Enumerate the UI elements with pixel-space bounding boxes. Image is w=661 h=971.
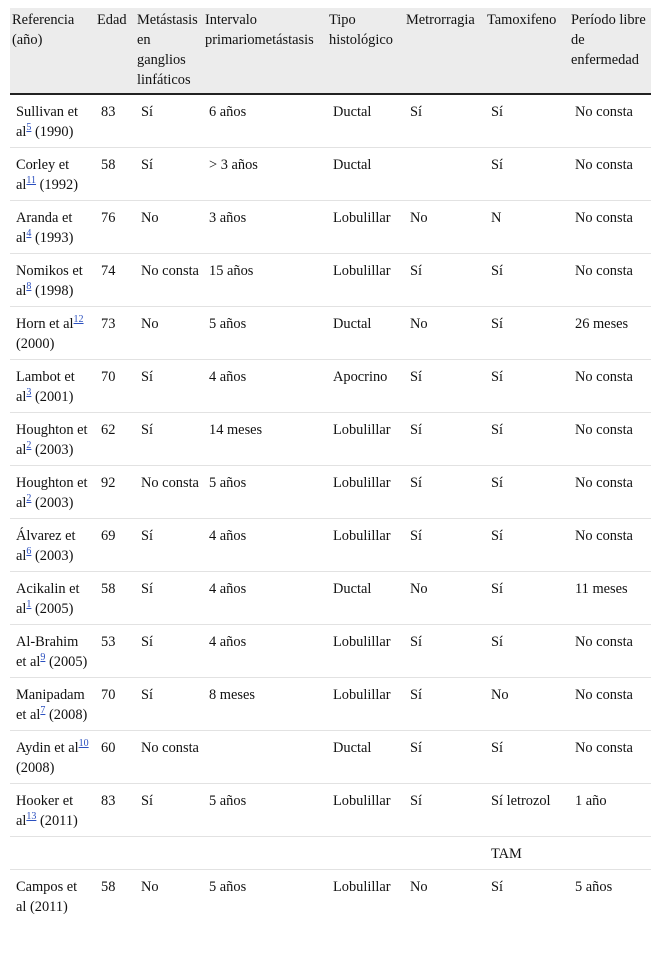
author-text: Manipadam et al: [16, 687, 85, 723]
reference-cell: [10, 307, 95, 360]
reference-cell: [10, 678, 95, 731]
citation-link[interactable]: 3: [26, 387, 32, 399]
metrorragia-cell: [404, 837, 485, 870]
reference-cell: [10, 360, 95, 413]
intervalo-cell: 5 años: [203, 784, 327, 837]
intervalo-cell: 4 años: [203, 625, 327, 678]
edad-cell: 69: [95, 519, 135, 572]
metastasis-cell: Sí: [135, 148, 203, 201]
author-text: Houghton et al: [16, 422, 88, 458]
metastasis-cell: Sí: [135, 519, 203, 572]
reference-cell: [10, 201, 95, 254]
metrorragia-cell: No: [404, 201, 485, 254]
citation-link[interactable]: 8: [26, 281, 32, 293]
table-row: [10, 413, 651, 466]
edad-cell: 60: [95, 731, 135, 784]
metastasis-cell: No consta: [135, 254, 203, 307]
table-row: [10, 307, 651, 360]
table-row: [10, 784, 651, 837]
tipo-cell: Lobulillar: [327, 519, 404, 572]
tipo-cell: [327, 837, 404, 870]
intervalo-cell: 14 meses: [203, 413, 327, 466]
metrorragia-cell: Sí: [404, 94, 485, 148]
metastasis-cell: No: [135, 201, 203, 254]
author-text: Aydin et al: [16, 740, 79, 756]
year-text: (1990): [35, 124, 74, 140]
edad-cell: 53: [95, 625, 135, 678]
metrorragia-cell: Sí: [404, 784, 485, 837]
intervalo-cell: > 3 años: [203, 148, 327, 201]
tipo-cell: Lobulillar: [327, 784, 404, 837]
case-reports-table: [10, 8, 651, 922]
metrorragia-cell: Sí: [404, 466, 485, 519]
table-row: [10, 572, 651, 625]
table-row: [10, 148, 651, 201]
table-row: [10, 678, 651, 731]
tipo-cell: Lobulillar: [327, 413, 404, 466]
tamoxifeno-cell: Sí: [485, 360, 569, 413]
table-row: [10, 254, 651, 307]
author-text: Campos et al: [16, 879, 78, 915]
intervalo-cell: 5 años: [203, 466, 327, 519]
periodo-cell: No consta: [569, 625, 651, 678]
edad-cell: 74: [95, 254, 135, 307]
edad-cell: 58: [101, 879, 116, 895]
periodo-cell: No consta: [569, 254, 651, 307]
year-text: (1993): [35, 230, 74, 246]
tipo-cell: Lobulillar: [333, 879, 391, 895]
reference-cell: [10, 413, 95, 466]
periodo-cell: 5 años: [575, 879, 613, 895]
author-text: Sullivan et al: [16, 104, 78, 140]
periodo-cell: No consta: [569, 466, 651, 519]
table-body: [10, 94, 651, 922]
intervalo-cell: [203, 731, 327, 784]
table-row: [10, 201, 651, 254]
intervalo-cell: 15 años: [203, 254, 327, 307]
author-text: Aranda et al: [16, 210, 73, 246]
col-periodo-header: Período libre de enfermedad: [569, 8, 651, 94]
tamoxifeno-cell: Sí: [485, 625, 569, 678]
metastasis-cell: Sí: [135, 784, 203, 837]
year-text: (1992): [39, 177, 79, 193]
author-text: Acikalin et al: [16, 581, 80, 617]
tamoxifeno-cell: TAM: [485, 837, 569, 870]
tamoxifeno-cell: Sí: [485, 307, 569, 360]
year-text: (2003): [35, 495, 74, 511]
tamoxifeno-cell: Sí: [485, 148, 569, 201]
tamoxifeno-cell: Sí: [485, 466, 569, 519]
intervalo-cell: 5 años: [203, 307, 327, 360]
table-row: [10, 731, 651, 784]
metrorragia-cell: Sí: [404, 413, 485, 466]
periodo-cell: 1 año: [569, 784, 651, 837]
citation-link[interactable]: 10: [78, 738, 89, 750]
intervalo-cell: 3 años: [203, 201, 327, 254]
tamoxifeno-cell: Sí: [485, 519, 569, 572]
reference-cell: [10, 254, 95, 307]
tamoxifeno-cell: Sí: [491, 879, 504, 895]
metastasis-cell: Sí: [135, 413, 203, 466]
tipo-cell: Ductal: [327, 572, 404, 625]
metrorragia-cell: Sí: [404, 254, 485, 307]
intervalo-cell: 8 meses: [203, 678, 327, 731]
table-row: [10, 360, 651, 413]
metastasis-cell: No: [141, 879, 159, 895]
author-text: Lambot et al: [16, 369, 75, 405]
col-metastasis-header: Metástasis en ganglios linfáticos: [135, 8, 203, 94]
year-text: (2001): [35, 389, 74, 405]
citation-link[interactable]: 4: [26, 228, 32, 240]
citation-link[interactable]: 1: [26, 599, 32, 611]
col-intervalo-header: Intervalo primariometástasis: [203, 8, 327, 94]
citation-link[interactable]: 2: [26, 440, 32, 452]
year-text: (2003): [35, 442, 74, 458]
col-edad-header: Edad: [95, 8, 135, 94]
year-text: (2011): [30, 899, 68, 915]
edad-cell: 62: [95, 413, 135, 466]
intervalo-cell: 4 años: [203, 572, 327, 625]
author-text: Álvarez et al: [16, 528, 76, 564]
reference-cell: [10, 625, 95, 678]
tipo-cell: Lobulillar: [327, 201, 404, 254]
citation-link[interactable]: 5: [26, 122, 32, 134]
tamoxifeno-cell: Sí: [485, 731, 569, 784]
table-header: [10, 8, 651, 94]
intervalo-cell: 4 años: [203, 519, 327, 572]
reference-cell: [10, 837, 95, 870]
year-text: (2005): [48, 654, 88, 670]
tipo-cell: Lobulillar: [327, 678, 404, 731]
periodo-cell: [569, 837, 651, 870]
year-text: (2011): [40, 813, 78, 829]
periodo-cell: No consta: [569, 148, 651, 201]
metrorragia-cell: Sí: [404, 360, 485, 413]
tipo-cell: Lobulillar: [327, 254, 404, 307]
periodo-cell: 11 meses: [569, 572, 651, 625]
author-text: Hooker et al: [16, 793, 74, 829]
periodo-cell: No consta: [569, 731, 651, 784]
table-row: [10, 466, 651, 519]
citation-link[interactable]: 11: [26, 175, 37, 187]
metastasis-cell: Sí: [135, 572, 203, 625]
edad-cell: 70: [95, 360, 135, 413]
intervalo-cell: 5 años: [209, 879, 247, 895]
reference-cell: [10, 731, 95, 784]
edad-cell: 58: [95, 572, 135, 625]
metastasis-cell: No consta: [135, 731, 203, 784]
year-text: (2008): [48, 707, 88, 723]
edad-cell: 73: [95, 307, 135, 360]
table-row: [10, 625, 651, 678]
metrorragia-cell: Sí: [404, 625, 485, 678]
citation-link[interactable]: 9: [40, 652, 46, 664]
table-row: [10, 837, 651, 870]
metrorragia-cell: Sí: [404, 519, 485, 572]
edad-cell: [95, 837, 135, 870]
edad-cell: 92: [95, 466, 135, 519]
periodo-cell: No consta: [569, 201, 651, 254]
metastasis-cell: [135, 837, 203, 870]
edad-cell: 83: [95, 94, 135, 148]
metrorragia-cell: [404, 148, 485, 201]
year-text: (2008): [16, 760, 55, 776]
metastasis-cell: No consta: [135, 466, 203, 519]
col-referencia-header: Referencia (año): [10, 8, 95, 94]
year-text: (1998): [35, 283, 74, 299]
reference-cell: [10, 148, 95, 201]
author-text: Corley et al: [16, 157, 70, 193]
metrorragia-cell: No: [410, 879, 428, 895]
year-text: (2000): [16, 336, 55, 352]
year-text: (2003): [35, 548, 74, 564]
metastasis-cell: No: [135, 307, 203, 360]
table-row: [10, 94, 651, 148]
col-tipo-header: Tipo histológico: [327, 8, 404, 94]
tipo-cell: Lobulillar: [327, 466, 404, 519]
edad-cell: 70: [95, 678, 135, 731]
metastasis-cell: Sí: [135, 678, 203, 731]
metrorragia-cell: Sí: [404, 731, 485, 784]
table-row: [10, 519, 651, 572]
intervalo-cell: 4 años: [203, 360, 327, 413]
reference-cell: [10, 784, 95, 837]
metastasis-cell: Sí: [135, 94, 203, 148]
tamoxifeno-cell: Sí: [485, 254, 569, 307]
metrorragia-cell: No: [404, 307, 485, 360]
periodo-cell: No consta: [569, 413, 651, 466]
tipo-cell: Ductal: [327, 148, 404, 201]
tipo-cell: Ductal: [327, 731, 404, 784]
reference-cell: [10, 466, 95, 519]
reference-cell: [10, 94, 95, 148]
year-text: (2005): [35, 601, 74, 617]
author-text: Al-Brahim et al: [16, 634, 79, 670]
tamoxifeno-cell: Sí letrozol: [485, 784, 569, 837]
metastasis-cell: Sí: [135, 360, 203, 413]
tamoxifeno-cell: Sí: [485, 413, 569, 466]
periodo-cell: No consta: [569, 360, 651, 413]
citation-link[interactable]: 6: [26, 546, 32, 558]
periodo-cell: No consta: [569, 519, 651, 572]
tamoxifeno-cell: No: [485, 678, 569, 731]
edad-cell: 76: [95, 201, 135, 254]
intervalo-cell: 6 años: [203, 94, 327, 148]
reference-cell: [10, 519, 95, 572]
tipo-cell: Lobulillar: [327, 625, 404, 678]
periodo-cell: No consta: [569, 678, 651, 731]
periodo-cell: 26 meses: [569, 307, 651, 360]
author-text: Horn et al: [16, 316, 74, 332]
col-metrorragia-header: Metrorragia: [404, 8, 485, 94]
citation-link[interactable]: 12: [73, 314, 84, 326]
edad-cell: 83: [95, 784, 135, 837]
metrorragia-cell: No: [404, 572, 485, 625]
author-text: Houghton et al: [16, 475, 88, 511]
reference-cell: [10, 870, 95, 923]
reference-cell: [10, 572, 95, 625]
tamoxifeno-cell: Sí: [485, 572, 569, 625]
table-row: [10, 870, 651, 923]
tipo-cell: Apocrino: [327, 360, 404, 413]
tamoxifeno-cell: N: [485, 201, 569, 254]
tipo-cell: Ductal: [327, 307, 404, 360]
col-tamoxifeno-header: Tamoxifeno: [485, 8, 569, 94]
citation-link[interactable]: 7: [40, 705, 46, 717]
tamoxifeno-cell: Sí: [485, 94, 569, 148]
citation-link[interactable]: 2: [26, 493, 32, 505]
intervalo-cell: [203, 837, 327, 870]
author-text: Nomikos et al: [16, 263, 83, 299]
citation-link[interactable]: 13: [26, 811, 37, 823]
tipo-cell: Ductal: [327, 94, 404, 148]
periodo-cell: No consta: [569, 94, 651, 148]
metrorragia-cell: Sí: [404, 678, 485, 731]
edad-cell: 58: [95, 148, 135, 201]
metastasis-cell: Sí: [135, 625, 203, 678]
